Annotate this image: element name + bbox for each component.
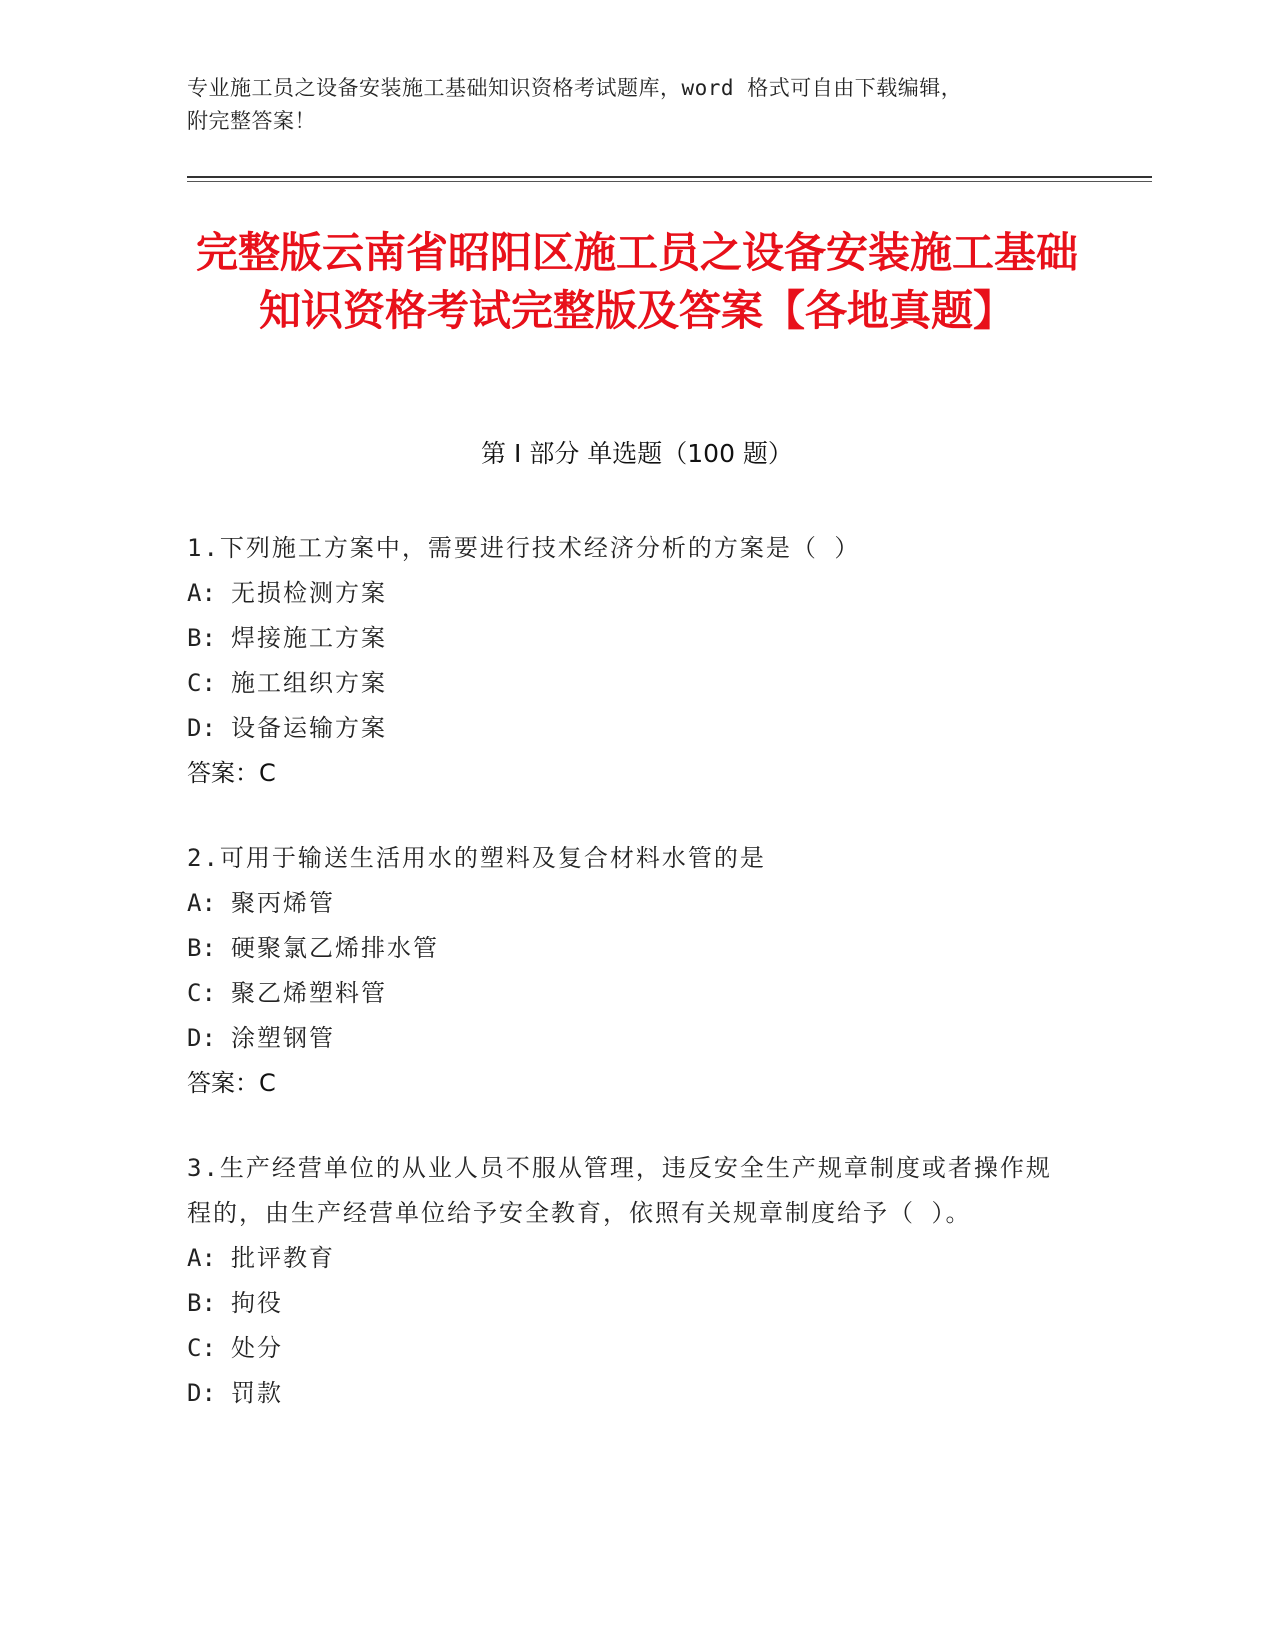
option-c [187,1326,1067,1371]
option-key: A: [187,1244,216,1272]
option-d [187,1371,1067,1416]
option-key: C: [187,669,216,697]
option-key: B: [187,1289,216,1317]
option-text: 涂塑钢管 [231,1024,335,1052]
header-note-line-2: 附完整答案！ [187,109,316,133]
option-key: B: [187,934,216,962]
question-3 [187,1146,1067,1416]
option-text: 批评教育 [231,1244,335,1272]
option-b [187,1281,1067,1326]
option-text: 设备运输方案 [231,714,387,742]
section-heading: 第 I 部分 单选题（100 题） [481,439,793,468]
question-stem: 1.下列施工方案中，需要进行技术经济分析的方案是（ ） [187,534,861,562]
option-text: 硬聚氯乙烯排水管 [231,934,439,962]
question-stem: 3.生产经营单位的从业人员不服从管理，违反安全生产规章制度或者操作规程的，由生产经营单位给予安全教育，依照有关规章制度给予（ ）。 [187,1154,1052,1227]
header-note [187,72,1087,138]
option-key: C: [187,1334,216,1362]
answer-line: 答案：C [187,1069,276,1097]
option-c [187,971,1067,1016]
option-d [187,706,1067,751]
option-a [187,571,1067,616]
option-text: 焊接施工方案 [231,624,387,652]
option-key: D: [187,714,216,742]
option-a [187,1236,1067,1281]
header-divider-thin [187,181,1152,182]
answer-line: 答案：C [187,759,276,787]
option-text: 无损检测方案 [231,579,387,607]
option-b [187,926,1067,971]
option-key: D: [187,1024,216,1052]
question-2 [187,836,1067,1106]
question-list [187,526,1067,1456]
option-text: 罚款 [231,1379,283,1407]
option-a [187,881,1067,926]
option-key: C: [187,979,216,1007]
option-key: D: [187,1379,216,1407]
option-d [187,1016,1067,1061]
header-note-line-1: 专业施工员之设备安装施工基础知识资格考试题库，word 格式可自由下载编辑， [187,76,963,100]
document-title: 完整版云南省昭阳区施工员之设备安装施工基础知识资格考试完整版及答案【各地真题】 [195,228,1078,335]
option-key: A: [187,579,216,607]
option-b [187,616,1067,661]
question-stem: 2.可用于输送生活用水的塑料及复合材料水管的是 [187,844,766,872]
option-key: B: [187,624,216,652]
option-text: 处分 [231,1334,283,1362]
header-divider-thick [187,176,1152,178]
option-text: 聚丙烯管 [231,889,335,917]
option-text: 施工组织方案 [231,669,387,697]
option-text: 拘役 [231,1289,283,1317]
option-c [187,661,1067,706]
question-1 [187,526,1067,796]
option-key: A: [187,889,216,917]
option-text: 聚乙烯塑料管 [231,979,387,1007]
